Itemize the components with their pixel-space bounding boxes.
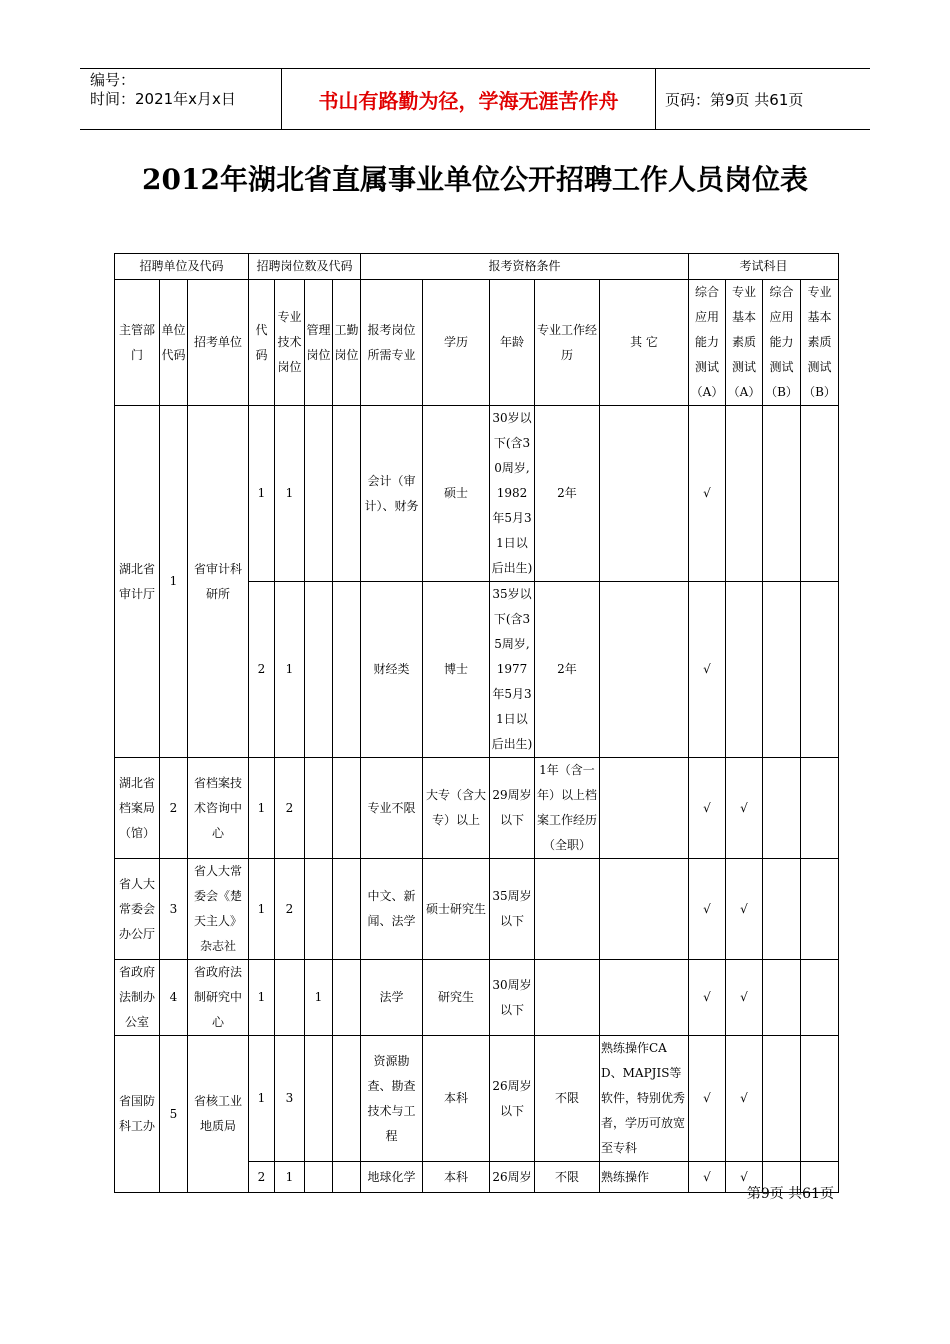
unit-name-cell: 省档案技术咨询中心 [188, 758, 249, 859]
major-cell: 资源勘查、勘查技术与工程 [361, 1036, 423, 1162]
col-dept: 主管部门 [115, 280, 160, 406]
mgmt-cell [305, 1162, 333, 1193]
exam-a2-cell [726, 406, 763, 582]
table-row [115, 859, 839, 960]
edu-cell: 研究生 [423, 960, 490, 1036]
table-row [115, 758, 839, 859]
edu-cell: 本科 [423, 1162, 490, 1193]
exp-cell [535, 960, 600, 1036]
group-header-conditions: 报考资格条件 [361, 254, 689, 280]
other-cell: 熟练操作CAD、MAPJIS等软件，特别优秀者，学历可放宽至专科 [600, 1036, 689, 1162]
table-row [115, 1036, 839, 1162]
other-cell [600, 859, 689, 960]
other-cell [600, 758, 689, 859]
labor-cell [333, 1036, 361, 1162]
other-cell [600, 406, 689, 582]
age-cell: 29周岁以下 [490, 758, 535, 859]
exp-cell: 不限 [535, 1162, 600, 1193]
mgmt-cell [305, 406, 333, 582]
code-cell: 1 [249, 1036, 275, 1162]
code-cell: 1 [249, 960, 275, 1036]
dept-cell: 省人大常委会办公厅 [115, 859, 160, 960]
tech-cell [275, 960, 305, 1036]
col-unit-code: 单位代码 [160, 280, 188, 406]
exam-b2-cell [801, 960, 839, 1036]
tech-cell: 1 [275, 1162, 305, 1193]
unit-name-cell: 省人大常委会《楚天主人》杂志社 [188, 859, 249, 960]
mgmt-cell [305, 859, 333, 960]
page-header [80, 68, 870, 130]
exam-b1-cell [763, 758, 801, 859]
code-cell: 1 [249, 859, 275, 960]
tech-cell: 1 [275, 582, 305, 758]
other-cell [600, 960, 689, 1036]
edu-cell: 硕士研究生 [423, 859, 490, 960]
exam-a2-cell [726, 582, 763, 758]
labor-cell [333, 582, 361, 758]
group-header-positions: 招聘岗位数及代码 [249, 254, 361, 280]
major-cell: 中文、新闻、法学 [361, 859, 423, 960]
tech-cell: 3 [275, 1036, 305, 1162]
exam-b2-cell [801, 406, 839, 582]
col-edu: 学历 [423, 280, 490, 406]
mgmt-cell [305, 1036, 333, 1162]
group-header-row [115, 254, 839, 280]
dept-cell: 湖北省审计厅 [115, 406, 160, 758]
header-motto: 书山有路勤为径，学海无涯苦作舟 [281, 69, 656, 129]
unit-name-cell: 省审计科研所 [188, 406, 249, 758]
col-tech: 专业技术岗位 [275, 280, 305, 406]
number-label: 编号： [90, 71, 136, 89]
table-row [115, 406, 839, 582]
header-meta [80, 69, 281, 129]
time-label: 时间：2021年x月x日 [90, 90, 236, 108]
exam-a2-cell: √ [726, 960, 763, 1036]
tech-cell: 2 [275, 758, 305, 859]
exam-b1-cell [763, 582, 801, 758]
exp-cell: 1年（含一年）以上档案工作经历（全职） [535, 758, 600, 859]
other-cell: 熟练操作 [600, 1162, 689, 1193]
col-exam-b2: 专业基本素质测试（B） [801, 280, 839, 406]
dept-cell: 省国防科工办 [115, 1036, 160, 1193]
exp-cell [535, 859, 600, 960]
group-header-unit: 招聘单位及代码 [115, 254, 249, 280]
dept-cell: 省政府法制办公室 [115, 960, 160, 1036]
unit-code-cell: 1 [160, 406, 188, 758]
mgmt-cell: 1 [305, 960, 333, 1036]
col-major: 报考岗位所需专业 [361, 280, 423, 406]
major-cell: 地球化学 [361, 1162, 423, 1193]
age-cell: 35岁以下(含35周岁,1977年5月31日以后出生) [490, 582, 535, 758]
edu-cell: 硕士 [423, 406, 490, 582]
age-cell: 35周岁以下 [490, 859, 535, 960]
labor-cell [333, 960, 361, 1036]
unit-code-cell: 5 [160, 1036, 188, 1193]
exam-a1-cell: √ [689, 1162, 726, 1193]
mgmt-cell [305, 582, 333, 758]
exam-b1-cell [763, 1036, 801, 1162]
exam-b1-cell [763, 960, 801, 1036]
major-cell: 法学 [361, 960, 423, 1036]
col-labor: 工勤岗位 [333, 280, 361, 406]
exam-a1-cell: √ [689, 1036, 726, 1162]
unit-code-cell: 4 [160, 960, 188, 1036]
age-cell: 26周岁 [490, 1162, 535, 1193]
labor-cell [333, 1162, 361, 1193]
unit-code-cell: 3 [160, 859, 188, 960]
exam-b2-cell [801, 1036, 839, 1162]
exam-b1-cell [763, 859, 801, 960]
unit-name-cell: 省政府法制研究中心 [188, 960, 249, 1036]
page-title: 2012年湖北省直属事业单位公开招聘工作人员岗位表 [142, 163, 808, 196]
exam-b2-cell [801, 758, 839, 859]
labor-cell [333, 758, 361, 859]
group-header-exam: 考试科目 [689, 254, 839, 280]
edu-cell: 博士 [423, 582, 490, 758]
col-exam-a1: 综合应用能力测试（A） [689, 280, 726, 406]
col-age: 年龄 [490, 280, 535, 406]
exam-a1-cell: √ [689, 859, 726, 960]
col-code: 代码 [249, 280, 275, 406]
exam-a1-cell: √ [689, 406, 726, 582]
age-cell: 30岁以下(含30周岁,1982年5月31日以后出生) [490, 406, 535, 582]
unit-name-cell: 省核工业地质局 [188, 1036, 249, 1193]
code-cell: 1 [249, 406, 275, 582]
unit-code-cell: 2 [160, 758, 188, 859]
exam-a1-cell: √ [689, 582, 726, 758]
exam-b1-cell [763, 406, 801, 582]
positions-table [114, 253, 839, 1193]
code-cell: 2 [249, 1162, 275, 1193]
col-unit-name: 招考单位 [188, 280, 249, 406]
tech-cell: 2 [275, 859, 305, 960]
exam-a1-cell: √ [689, 960, 726, 1036]
col-exp: 专业工作经历 [535, 280, 600, 406]
dept-cell: 湖北省档案局（馆） [115, 758, 160, 859]
exam-a2-cell: √ [726, 1162, 763, 1193]
exam-a2-cell: √ [726, 859, 763, 960]
other-cell [600, 582, 689, 758]
exp-cell: 2年 [535, 582, 600, 758]
labor-cell [333, 859, 361, 960]
col-other: 其 它 [600, 280, 689, 406]
major-cell: 专业不限 [361, 758, 423, 859]
exam-a1-cell: √ [689, 758, 726, 859]
page-footer: 第9页 共61页 [746, 1186, 834, 1202]
exp-cell: 2年 [535, 406, 600, 582]
age-cell: 30周岁以下 [490, 960, 535, 1036]
edu-cell: 大专（含大专）以上 [423, 758, 490, 859]
code-cell: 1 [249, 758, 275, 859]
major-cell: 财经类 [361, 582, 423, 758]
col-mgmt: 管理岗位 [305, 280, 333, 406]
column-header-row [115, 280, 839, 406]
table-row [115, 960, 839, 1036]
col-exam-b1: 综合应用能力测试（B） [763, 280, 801, 406]
exam-a2-cell: √ [726, 758, 763, 859]
exam-b2-cell [801, 859, 839, 960]
col-exam-a2: 专业基本素质测试（A） [726, 280, 763, 406]
major-cell: 会计（审计）、财务 [361, 406, 423, 582]
code-cell: 2 [249, 582, 275, 758]
edu-cell: 本科 [423, 1036, 490, 1162]
age-cell: 26周岁以下 [490, 1036, 535, 1162]
labor-cell [333, 406, 361, 582]
tech-cell: 1 [275, 406, 305, 582]
exam-b2-cell [801, 582, 839, 758]
exam-a2-cell: √ [726, 1036, 763, 1162]
exp-cell: 不限 [535, 1036, 600, 1162]
mgmt-cell [305, 758, 333, 859]
header-page-label: 页码：第9页 共61页 [665, 90, 804, 109]
